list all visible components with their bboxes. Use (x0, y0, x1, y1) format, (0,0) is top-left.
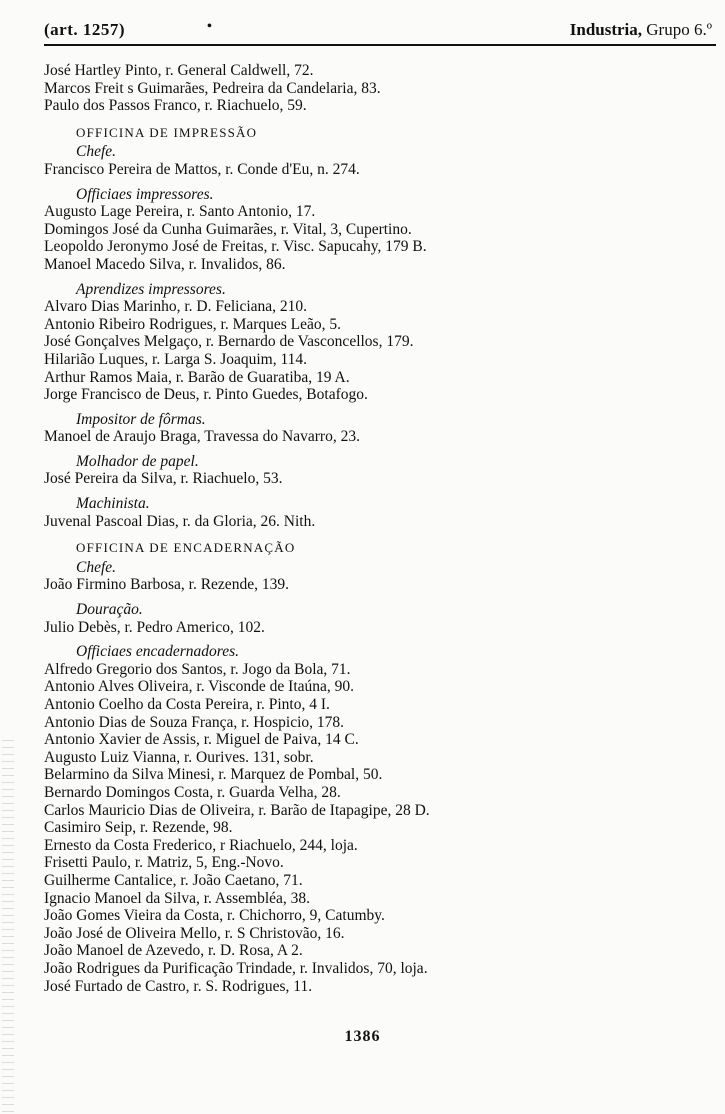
role-heading: Chefe. (76, 558, 117, 576)
directory-entry: José Gonçalves Melgaço, r. Bernardo de Vasconcellos, 179. (44, 333, 414, 351)
directory-entry: Marcos Freit s Guimarães, Pedreira da Candelaria, 83. (44, 79, 381, 97)
directory-entry: Antonio Dias de Souza França, r. Hospicio, 178. (44, 713, 345, 731)
directory-entry: Manoel Macedo Silva, r. Invalidos, 86. (44, 255, 286, 273)
article-number: (art. 1257) (44, 20, 126, 39)
role-heading: Douração. (76, 601, 143, 619)
directory-listing (44, 62, 704, 995)
section-heading: OFFICINA DE IMPRESSÃO (76, 124, 258, 140)
directory-entry: Belarmino da Silva Minesi, r. Marquez de Pombal, 50. (44, 766, 383, 784)
directory-entry: Augusto Lage Pereira, r. Santo Antonio, 17. (44, 203, 316, 221)
scan-margin-noise (2, 740, 14, 1114)
directory-entry: Francisco Pereira de Mattos, r. Conde d'Eu, n. 274. (44, 160, 360, 178)
directory-entry: Jorge Francisco de Deus, r. Pinto Guedes, Botafogo. (44, 386, 368, 404)
directory-entry: João Rodrigues da Purificação Trindade, r. Invalidos, 70, loja. (44, 959, 428, 977)
directory-entry: Juvenal Pascoal Dias, r. da Gloria, 26. Nith. (44, 512, 316, 530)
section-title (570, 20, 712, 40)
directory-entry: Frisetti Paulo, r. Matriz, 5, Eng.-Novo. (44, 854, 284, 872)
directory-entry: Manoel de Araujo Braga, Travessa do Navarro, 23. (44, 428, 360, 446)
directory-entry: Ernesto da Costa Frederico, r Riachuelo, 244, loja. (44, 836, 358, 854)
role-heading: Aprendizes impressores. (76, 280, 226, 298)
directory-entry: Hilarião Luques, r. Larga S. Joaquim, 114. (44, 350, 308, 368)
directory-entry: Bernardo Domingos Costa, r. Guarda Velha, 28. (44, 783, 341, 801)
directory-entry: José Hartley Pinto, r. General Caldwell, 72. (44, 62, 314, 79)
role-heading: Chefe. (76, 143, 117, 161)
directory-entry: Guilherme Cantalice, r. João Caetano, 71. (44, 871, 303, 889)
section-heading: OFFICINA DE ENCADERNAÇÃO (76, 540, 296, 556)
directory-entry: Augusto Luiz Vianna, r. Ourives. 131, sobr. (44, 748, 314, 766)
directory-entry: Julio Debès, r. Pedro Americo, 102. (44, 618, 265, 636)
directory-entry: Alvaro Dias Marinho, r. D. Feliciana, 210. (44, 298, 308, 316)
directory-entry: Paulo dos Passos Franco, r. Riachuelo, 59. (44, 97, 307, 115)
directory-entry: João Manoel de Azevedo, r. D. Rosa, A 2. (44, 942, 303, 960)
directory-entry: João Gomes Vieira da Costa, r. Chichorro, 9, Catumby. (44, 907, 385, 925)
directory-entry: José Furtado de Castro, r. S. Rodrigues, 11. (44, 977, 313, 995)
directory-entry: Antonio Coelho da Costa Pereira, r. Pinto, 4 I. (44, 696, 330, 713)
directory-entry: Arthur Ramos Maia, r. Barão de Guaratiba, 19 A. (44, 368, 350, 386)
directory-entry: Antonio Xavier de Assis, r. Miguel de Paiva, 14 C. (44, 731, 359, 749)
directory-entry: Alfredo Gregorio dos Santos, r. Jogo da Bola, 71. (44, 660, 351, 678)
role-heading: Machinista. (76, 495, 150, 513)
role-heading: Impositor de fôrmas. (76, 410, 206, 428)
header-mark: • (207, 19, 212, 34)
group-label: Grupo 6.º (646, 20, 712, 39)
page-number: 1386 (344, 1028, 381, 1045)
role-heading: Molhador de papel. (76, 452, 199, 470)
directory-entry: Casimiro Seip, r. Rezende, 98. (44, 819, 233, 837)
directory-entry: José Pereira da Silva, r. Riachuelo, 53. (44, 470, 283, 488)
directory-entry: Antonio Ribeiro Rodrigues, r. Marques Leão, 5. (44, 315, 342, 333)
directory-entry: Carlos Mauricio Dias de Oliveira, r. Barão de Itapagipe, 28 D. (44, 801, 430, 819)
role-heading: Officiaes impressores. (76, 185, 214, 203)
directory-entry: João José de Oliveira Mello, r. S Christovão, 16. (44, 924, 345, 942)
role-heading: Officiaes encadernadores. (76, 643, 239, 661)
directory-entry: João Firmino Barbosa, r. Rezende, 139. (44, 576, 289, 594)
directory-entry: Ignacio Manoel da Silva, r. Assembléa, 38. (44, 889, 311, 907)
running-header (44, 18, 716, 46)
directory-entry: Antonio Alves Oliveira, r. Visconde de Itaúna, 90. (44, 678, 355, 696)
directory-entry: Domingos José da Cunha Guimarães, r. Vital, 3, Cupertino. (44, 220, 412, 238)
industry-label: Industria, (569, 20, 643, 39)
directory-entry: Leopoldo Jeronymo José de Freitas, r. Visc. Sapucahy, 179 B. (44, 238, 427, 256)
